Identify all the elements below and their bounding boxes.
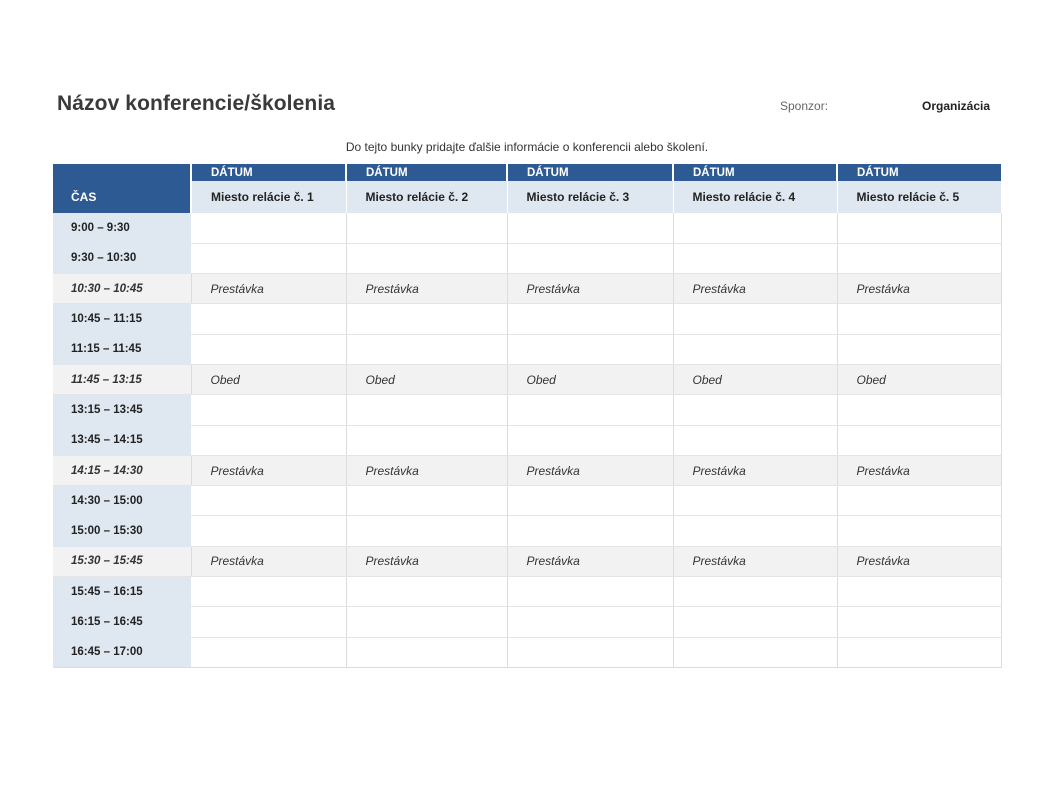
session-cell[interactable]: Prestávka bbox=[507, 455, 673, 485]
table-row bbox=[53, 607, 1001, 637]
session-cell[interactable] bbox=[346, 243, 507, 273]
time-slot-cell[interactable]: 16:45 – 17:00 bbox=[53, 637, 191, 667]
time-slot-cell[interactable]: 15:00 – 15:30 bbox=[53, 516, 191, 546]
time-slot-cell[interactable]: 10:45 – 11:15 bbox=[53, 304, 191, 334]
time-slot-cell[interactable]: 13:45 – 14:15 bbox=[53, 425, 191, 455]
session-cell[interactable] bbox=[346, 516, 507, 546]
session-location-1[interactable]: Miesto relácie č. 1 bbox=[191, 181, 346, 213]
session-location-4[interactable]: Miesto relácie č. 4 bbox=[673, 181, 837, 213]
session-cell[interactable] bbox=[837, 486, 1001, 516]
date-corner-cell bbox=[53, 164, 191, 181]
session-cell[interactable] bbox=[673, 486, 837, 516]
time-slot-cell[interactable]: 10:30 – 10:45 bbox=[53, 274, 191, 304]
table-row bbox=[53, 637, 1001, 667]
session-cell[interactable]: Prestávka bbox=[673, 274, 837, 304]
session-cell[interactable] bbox=[191, 304, 346, 334]
session-cell[interactable] bbox=[673, 637, 837, 667]
session-cell[interactable]: Prestávka bbox=[191, 455, 346, 485]
table-row bbox=[53, 546, 1001, 576]
session-cell[interactable] bbox=[673, 425, 837, 455]
session-cell[interactable] bbox=[346, 213, 507, 243]
table-row bbox=[53, 395, 1001, 425]
table-row bbox=[53, 364, 1001, 394]
session-cell[interactable] bbox=[837, 637, 1001, 667]
session-cell[interactable] bbox=[346, 395, 507, 425]
session-cell[interactable]: Prestávka bbox=[346, 274, 507, 304]
date-header-4[interactable]: DÁTUM bbox=[673, 164, 837, 181]
session-cell[interactable] bbox=[346, 607, 507, 637]
session-cell[interactable] bbox=[191, 334, 346, 364]
table-row bbox=[53, 274, 1001, 304]
session-cell[interactable] bbox=[837, 213, 1001, 243]
session-cell[interactable] bbox=[837, 577, 1001, 607]
session-cell[interactable]: Prestávka bbox=[507, 274, 673, 304]
date-header-1[interactable]: DÁTUM bbox=[191, 164, 346, 181]
session-cell[interactable] bbox=[673, 395, 837, 425]
session-cell[interactable]: Prestávka bbox=[837, 546, 1001, 576]
session-cell[interactable]: Prestávka bbox=[837, 455, 1001, 485]
session-cell[interactable]: Prestávka bbox=[346, 455, 507, 485]
page-title: Názov konferencie/školenia bbox=[57, 92, 336, 115]
session-cell[interactable] bbox=[191, 213, 346, 243]
date-header-5[interactable]: DÁTUM bbox=[837, 164, 1001, 181]
time-slot-cell[interactable]: 14:30 – 15:00 bbox=[53, 486, 191, 516]
table-row bbox=[53, 577, 1001, 607]
session-location-5[interactable]: Miesto relácie č. 5 bbox=[837, 181, 1001, 213]
time-slot-cell[interactable]: 11:15 – 11:45 bbox=[53, 334, 191, 364]
session-cell[interactable] bbox=[837, 304, 1001, 334]
session-cell[interactable] bbox=[346, 486, 507, 516]
session-cell[interactable] bbox=[191, 516, 346, 546]
schedule-table bbox=[53, 164, 1002, 668]
session-cell[interactable] bbox=[191, 637, 346, 667]
table-row bbox=[53, 334, 1001, 364]
table-row bbox=[53, 486, 1001, 516]
session-cell[interactable] bbox=[191, 425, 346, 455]
session-cell[interactable] bbox=[191, 243, 346, 273]
date-row bbox=[53, 164, 1001, 181]
session-cell[interactable] bbox=[837, 516, 1001, 546]
session-cell[interactable] bbox=[673, 213, 837, 243]
session-cell[interactable] bbox=[837, 607, 1001, 637]
time-slot-cell[interactable]: 16:15 – 16:45 bbox=[53, 607, 191, 637]
session-cell[interactable] bbox=[837, 243, 1001, 273]
session-cell[interactable] bbox=[346, 637, 507, 667]
session-cell[interactable]: Prestávka bbox=[191, 274, 346, 304]
table-row bbox=[53, 425, 1001, 455]
session-cell[interactable] bbox=[507, 243, 673, 273]
session-cell[interactable]: Obed bbox=[191, 364, 346, 394]
session-cell[interactable]: Prestávka bbox=[837, 274, 1001, 304]
session-cell[interactable] bbox=[191, 395, 346, 425]
session-cell[interactable] bbox=[673, 607, 837, 637]
session-cell[interactable] bbox=[673, 577, 837, 607]
time-slot-cell[interactable]: 11:45 – 13:15 bbox=[53, 364, 191, 394]
session-cell[interactable] bbox=[346, 577, 507, 607]
session-cell[interactable]: Prestávka bbox=[673, 455, 837, 485]
session-cell[interactable] bbox=[346, 304, 507, 334]
session-cell[interactable]: Obed bbox=[346, 364, 507, 394]
session-cell[interactable] bbox=[507, 607, 673, 637]
session-cell[interactable]: Prestávka bbox=[507, 546, 673, 576]
table-row bbox=[53, 455, 1001, 485]
session-cell[interactable] bbox=[837, 334, 1001, 364]
session-cell[interactable] bbox=[191, 607, 346, 637]
session-cell[interactable] bbox=[507, 637, 673, 667]
session-location-3[interactable]: Miesto relácie č. 3 bbox=[507, 181, 673, 213]
session-cell[interactable] bbox=[837, 395, 1001, 425]
session-cell[interactable] bbox=[673, 334, 837, 364]
organization-name[interactable]: Organizácia bbox=[922, 99, 991, 113]
date-header-3[interactable]: DÁTUM bbox=[507, 164, 673, 181]
session-cell[interactable] bbox=[507, 304, 673, 334]
session-cell[interactable] bbox=[507, 395, 673, 425]
session-cell[interactable] bbox=[346, 334, 507, 364]
session-cell[interactable] bbox=[507, 334, 673, 364]
table-row bbox=[53, 243, 1001, 273]
session-location-2[interactable]: Miesto relácie č. 2 bbox=[346, 181, 507, 213]
table-row bbox=[53, 516, 1001, 546]
time-slot-cell[interactable]: 9:30 – 10:30 bbox=[53, 243, 191, 273]
session-cell[interactable] bbox=[507, 577, 673, 607]
session-cell[interactable] bbox=[673, 243, 837, 273]
time-column-header: ČAS bbox=[53, 181, 191, 213]
session-cell[interactable]: Obed bbox=[837, 364, 1001, 394]
session-cell[interactable] bbox=[507, 516, 673, 546]
session-cell[interactable] bbox=[191, 577, 346, 607]
session-cell[interactable] bbox=[673, 304, 837, 334]
time-slot-cell[interactable]: 9:00 – 9:30 bbox=[53, 213, 191, 243]
session-cell[interactable] bbox=[507, 486, 673, 516]
session-cell[interactable] bbox=[346, 425, 507, 455]
date-header-2[interactable]: DÁTUM bbox=[346, 164, 507, 181]
info-text[interactable]: Do tejto bunky pridajte ďalšie informácie o konferencii alebo školení. bbox=[345, 140, 709, 154]
time-slot-cell[interactable]: 15:45 – 16:15 bbox=[53, 577, 191, 607]
session-cell[interactable]: Obed bbox=[673, 364, 837, 394]
session-header-row bbox=[53, 181, 1001, 213]
session-cell[interactable] bbox=[837, 425, 1001, 455]
session-cell[interactable] bbox=[507, 213, 673, 243]
session-cell[interactable]: Prestávka bbox=[673, 546, 837, 576]
sponsor-label: Sponzor: bbox=[780, 99, 829, 113]
table-row bbox=[53, 304, 1001, 334]
session-cell[interactable] bbox=[507, 425, 673, 455]
session-cell[interactable]: Prestávka bbox=[346, 546, 507, 576]
time-slot-cell[interactable]: 15:30 – 15:45 bbox=[53, 546, 191, 576]
session-cell[interactable]: Prestávka bbox=[191, 546, 346, 576]
session-cell[interactable] bbox=[191, 486, 346, 516]
time-slot-cell[interactable]: 14:15 – 14:30 bbox=[53, 455, 191, 485]
time-slot-cell[interactable]: 13:15 – 13:45 bbox=[53, 395, 191, 425]
table-row bbox=[53, 213, 1001, 243]
session-cell[interactable]: Obed bbox=[507, 364, 673, 394]
session-cell[interactable] bbox=[673, 516, 837, 546]
